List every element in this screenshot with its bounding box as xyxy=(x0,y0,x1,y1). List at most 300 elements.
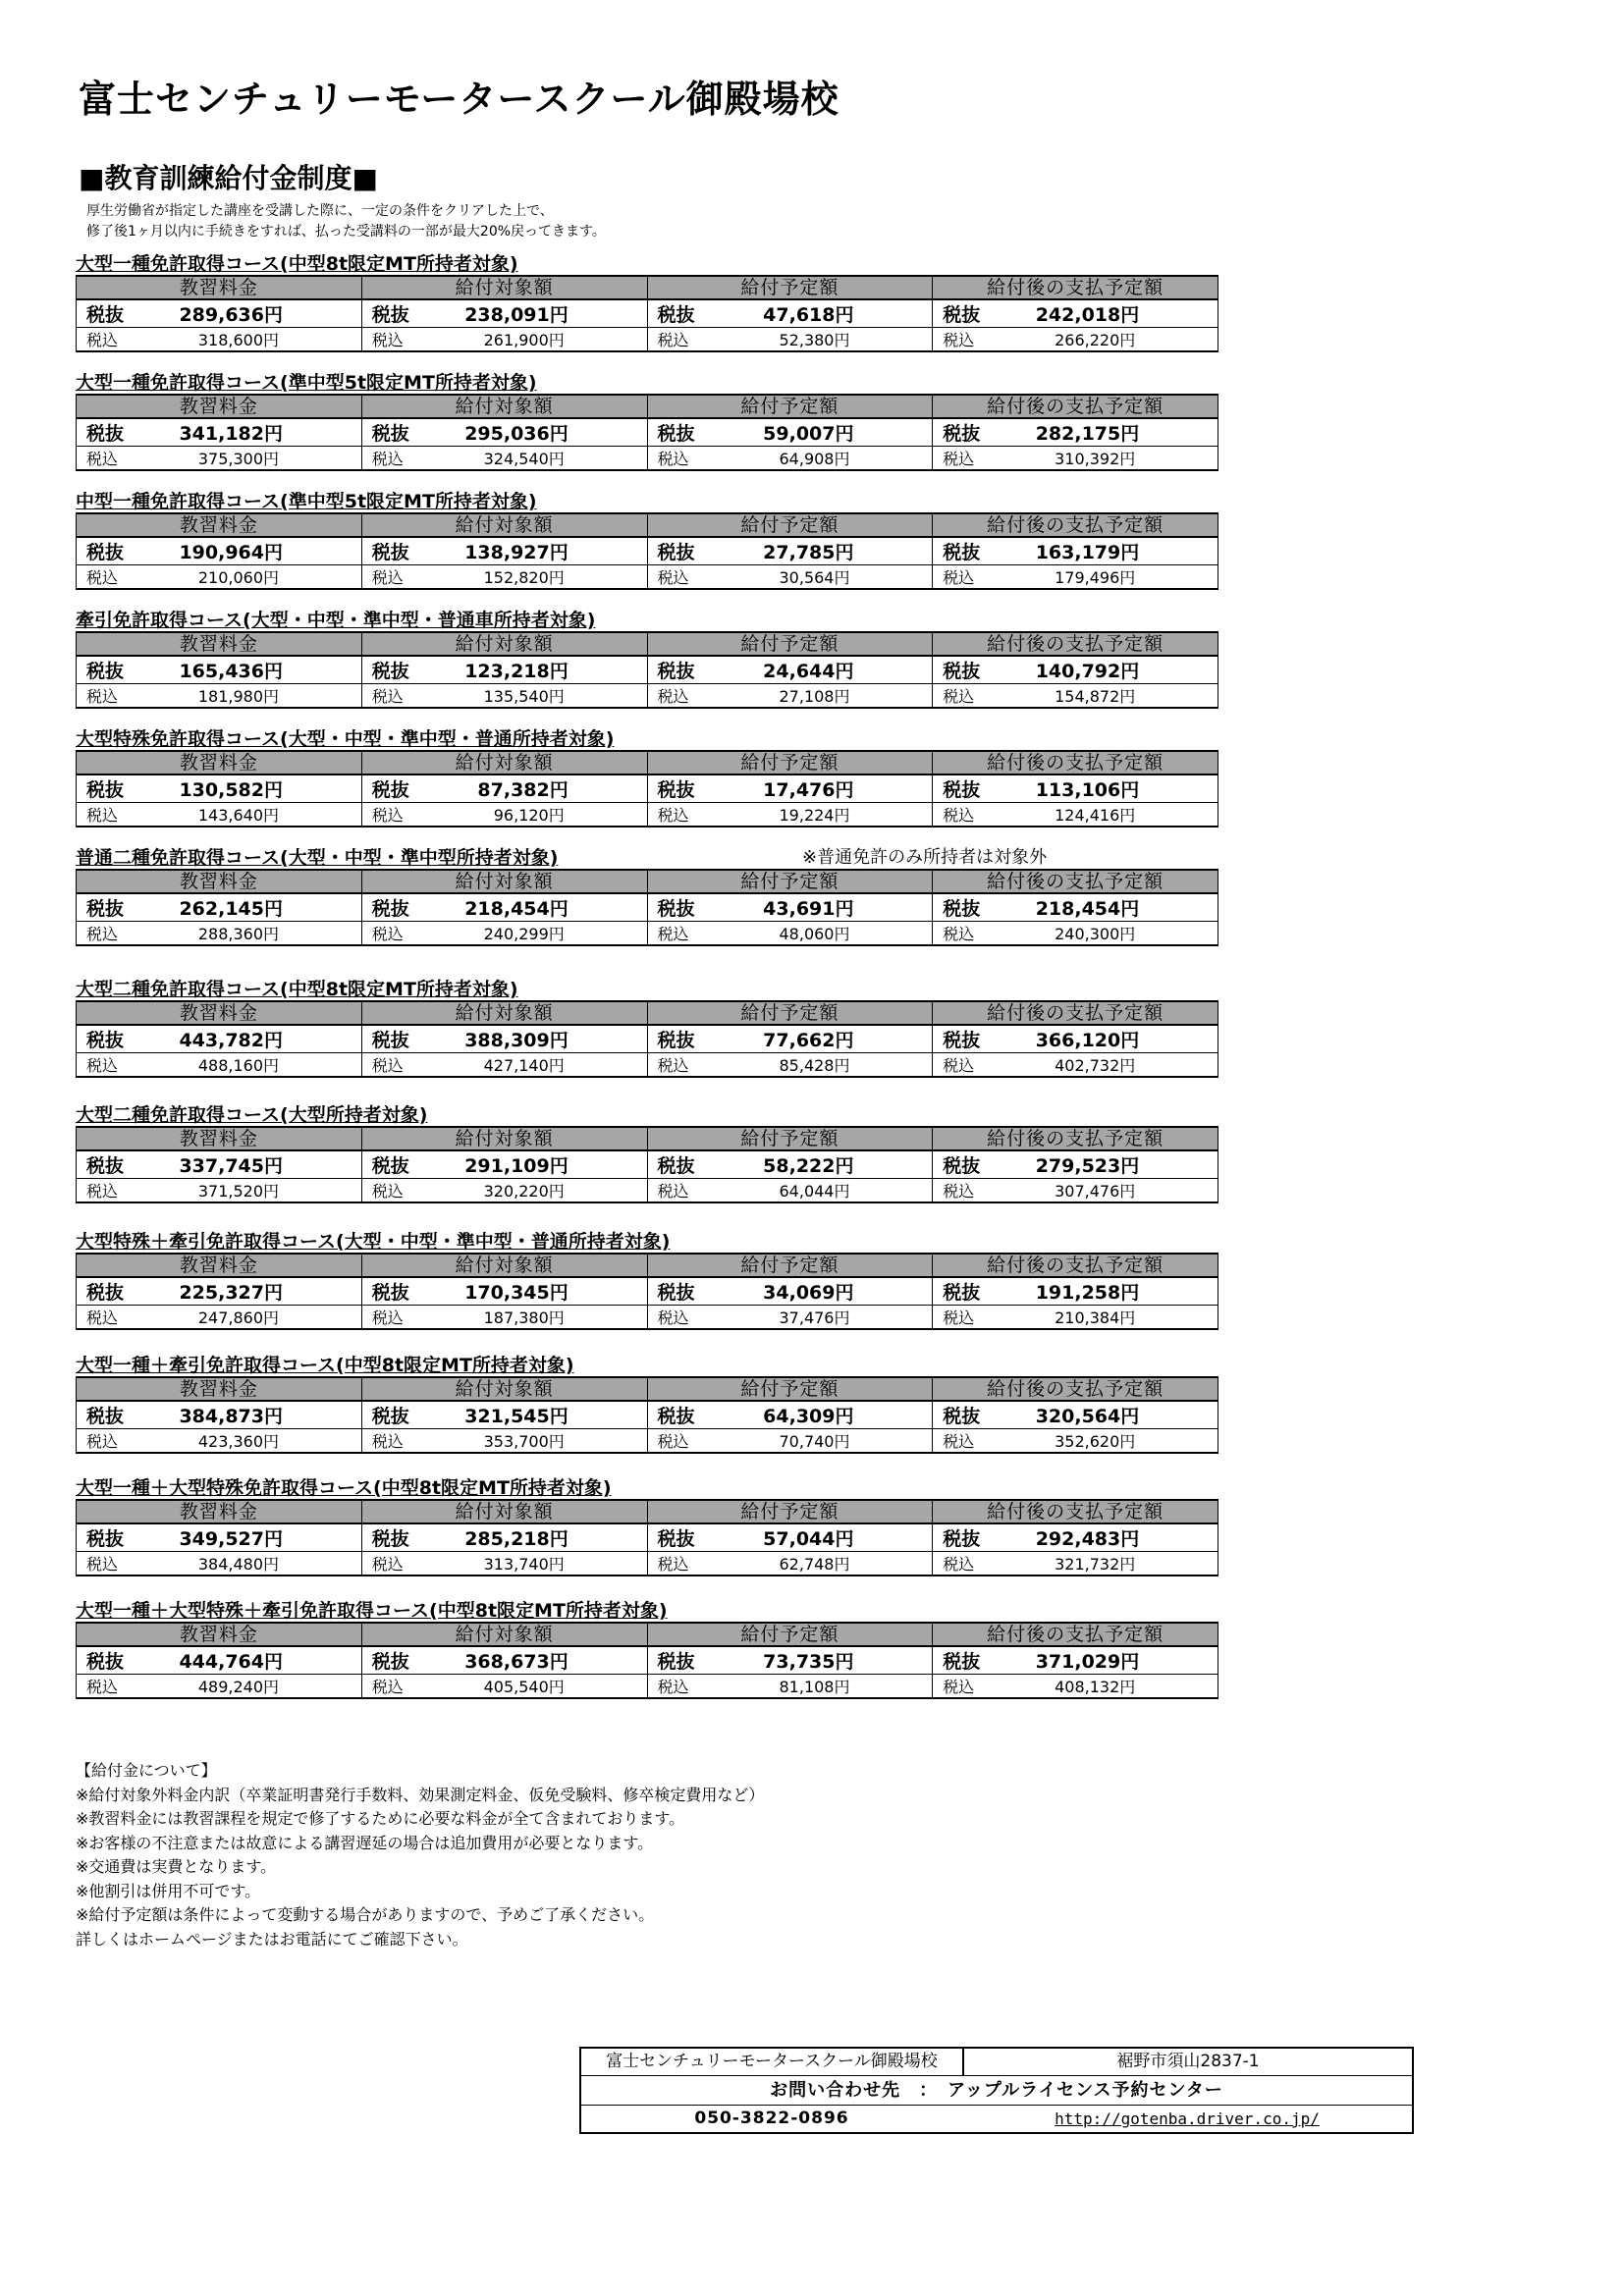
note-line: 詳しくはホームページまたはお電話にてご確認下さい。 xyxy=(76,1929,468,1949)
row-label: 税抜 xyxy=(657,779,695,801)
column-header: 給付後の支払予定額 xyxy=(933,1001,1218,1025)
price-value: 210,060円 xyxy=(197,568,279,587)
row-label: 税抜 xyxy=(86,304,125,326)
table-row xyxy=(77,1025,1218,1053)
row-label: 税込 xyxy=(657,1678,689,1696)
row-label: 税抜 xyxy=(371,1406,409,1427)
note-line: ※交通費は実費となります。 xyxy=(76,1857,277,1876)
column-header: 給付後の支払予定額 xyxy=(933,513,1218,537)
price-value: 427,140円 xyxy=(483,1056,565,1075)
price-value: 282,175円 xyxy=(1035,423,1140,445)
footer-url-link[interactable]: http://gotenba.driver.co.jp/ xyxy=(1055,2109,1320,2128)
row-label: 税抜 xyxy=(371,542,409,563)
column-header: 給付対象額 xyxy=(361,751,647,774)
row-label: 税抜 xyxy=(943,423,981,445)
course-block xyxy=(76,1355,1218,1454)
price-value: 444,764円 xyxy=(179,1651,283,1673)
price-value: 123,218円 xyxy=(464,661,568,682)
row-label: 税抜 xyxy=(657,1406,695,1427)
price-value: 96,120円 xyxy=(493,806,565,825)
price-value: 165,436円 xyxy=(179,661,283,682)
fee-table xyxy=(76,631,1218,709)
row-label: 税抜 xyxy=(86,1528,125,1550)
row-label: 税抜 xyxy=(371,423,409,445)
table-row xyxy=(77,893,1218,922)
row-label: 税抜 xyxy=(943,1030,981,1051)
table-row xyxy=(77,418,1218,447)
price-value: 34,069円 xyxy=(763,1282,854,1304)
price-value: 288,360円 xyxy=(197,925,279,943)
row-label: 税抜 xyxy=(86,423,125,445)
price-value: 371,520円 xyxy=(197,1182,279,1201)
row-label: 税込 xyxy=(86,331,119,349)
row-label: 税込 xyxy=(943,450,975,468)
price-value: 408,132円 xyxy=(1055,1678,1136,1696)
row-label: 税込 xyxy=(943,331,975,349)
price-value: 488,160円 xyxy=(197,1056,279,1075)
row-label: 税込 xyxy=(86,806,119,825)
course-title: 普通二種免許取得コース(大型・中型・準中型所持者対象) xyxy=(76,847,559,869)
course-title: 大型特殊＋牽引免許取得コース(大型・中型・準中型・普通所持者対象) xyxy=(76,1231,671,1253)
price-value: 163,179円 xyxy=(1035,542,1140,563)
table-row xyxy=(77,684,1218,709)
row-label: 税抜 xyxy=(371,898,409,920)
row-label: 税抜 xyxy=(943,304,981,326)
price-value: 37,476円 xyxy=(779,1308,850,1327)
price-value: 152,820円 xyxy=(483,568,565,587)
fee-table xyxy=(76,394,1218,471)
price-value: 295,036円 xyxy=(464,423,568,445)
price-value: 238,091円 xyxy=(464,304,568,326)
row-label: 税抜 xyxy=(86,1651,125,1673)
column-header: 給付後の支払予定額 xyxy=(933,1254,1218,1277)
price-value: 341,182円 xyxy=(179,423,283,445)
fee-table xyxy=(76,512,1218,590)
fee-table xyxy=(76,1499,1218,1576)
table-row xyxy=(77,1523,1218,1552)
row-label: 税込 xyxy=(943,568,975,587)
row-label: 税抜 xyxy=(371,1528,409,1550)
price-value: 187,380円 xyxy=(483,1308,565,1327)
row-label: 税込 xyxy=(86,1056,119,1075)
row-label: 税込 xyxy=(657,1056,689,1075)
course-title: 大型一種免許取得コース(準中型5t限定MT所持者対象) xyxy=(76,372,537,394)
price-value: 24,644円 xyxy=(763,661,854,682)
table-row xyxy=(77,774,1218,803)
price-value: 43,691円 xyxy=(763,898,854,920)
table-row xyxy=(77,328,1218,352)
course-title: 大型一種＋大型特殊＋牽引免許取得コース(中型8t限定MT所持者対象) xyxy=(76,1600,668,1622)
column-header: 給付後の支払予定額 xyxy=(933,751,1218,774)
table-row xyxy=(77,447,1218,471)
table-row xyxy=(77,1401,1218,1429)
column-header: 給付予定額 xyxy=(647,870,933,893)
row-label: 税込 xyxy=(657,331,689,349)
row-label: 税抜 xyxy=(943,1155,981,1177)
course-block xyxy=(76,610,1218,709)
fee-table xyxy=(76,869,1218,946)
column-header: 給付予定額 xyxy=(647,513,933,537)
price-value: 443,782円 xyxy=(179,1030,283,1051)
row-label: 税抜 xyxy=(943,1651,981,1673)
course-title: 大型二種免許取得コース(大型所持者対象) xyxy=(76,1104,428,1126)
price-value: 320,220円 xyxy=(483,1182,565,1201)
price-value: 489,240円 xyxy=(197,1678,279,1696)
table-row xyxy=(77,537,1218,565)
price-value: 384,480円 xyxy=(197,1555,279,1574)
fee-table xyxy=(76,275,1218,352)
row-label: 税抜 xyxy=(657,1528,695,1550)
column-header: 教習料金 xyxy=(77,1001,362,1025)
price-value: 353,700円 xyxy=(483,1432,565,1451)
row-label: 税込 xyxy=(943,1432,975,1451)
price-value: 140,792円 xyxy=(1035,661,1140,682)
row-label: 税抜 xyxy=(657,1651,695,1673)
price-value: 85,428円 xyxy=(779,1056,850,1075)
row-label: 税抜 xyxy=(943,898,981,920)
row-label: 税抜 xyxy=(371,779,409,801)
table-row xyxy=(77,1179,1218,1203)
price-value: 170,345円 xyxy=(464,1282,568,1304)
price-value: 113,106円 xyxy=(1035,779,1140,801)
row-label: 税込 xyxy=(371,568,404,587)
row-label: 税抜 xyxy=(86,1030,125,1051)
column-header: 給付後の支払予定額 xyxy=(933,870,1218,893)
column-header: 給付予定額 xyxy=(647,1127,933,1150)
column-header: 給付予定額 xyxy=(647,632,933,656)
row-label: 税抜 xyxy=(657,898,695,920)
row-label: 税込 xyxy=(371,1432,404,1451)
column-header: 教習料金 xyxy=(77,513,362,537)
price-value: 352,620円 xyxy=(1055,1432,1136,1451)
price-value: 190,964円 xyxy=(179,542,283,563)
table-row xyxy=(77,1053,1218,1078)
price-value: 225,327円 xyxy=(179,1282,283,1304)
intro-text xyxy=(86,201,606,242)
price-value: 210,384円 xyxy=(1055,1308,1136,1327)
price-value: 59,007円 xyxy=(763,423,854,445)
column-header: 給付対象額 xyxy=(361,1254,647,1277)
course-block xyxy=(76,728,1218,828)
course-block xyxy=(76,1600,1218,1699)
row-label: 税込 xyxy=(943,1308,975,1327)
course-title: 大型一種免許取得コース(中型8t限定MT所持者対象) xyxy=(76,253,518,275)
row-label: 税込 xyxy=(371,1555,404,1574)
price-value: 47,618円 xyxy=(763,304,854,326)
price-value: 27,785円 xyxy=(763,542,854,563)
row-label: 税抜 xyxy=(371,661,409,682)
row-label: 税抜 xyxy=(371,1282,409,1304)
price-value: 135,540円 xyxy=(483,687,565,706)
price-value: 154,872円 xyxy=(1055,687,1136,706)
price-value: 73,735円 xyxy=(763,1651,854,1673)
price-value: 307,476円 xyxy=(1055,1182,1136,1201)
price-value: 262,145円 xyxy=(179,898,283,920)
row-label: 税抜 xyxy=(943,1528,981,1550)
column-header: 給付予定額 xyxy=(647,751,933,774)
row-label: 税込 xyxy=(371,1678,404,1696)
column-header: 給付予定額 xyxy=(647,1001,933,1025)
course-title: 大型二種免許取得コース(中型8t限定MT所持者対象) xyxy=(76,979,518,1000)
row-label: 税込 xyxy=(371,925,404,943)
row-label: 税抜 xyxy=(657,304,695,326)
price-value: 289,636円 xyxy=(179,304,283,326)
row-label: 税込 xyxy=(86,687,119,706)
row-label: 税抜 xyxy=(657,1155,695,1177)
price-value: 52,380円 xyxy=(779,331,850,349)
price-value: 87,382円 xyxy=(477,779,568,801)
row-label: 税込 xyxy=(657,1555,689,1574)
row-label: 税込 xyxy=(371,806,404,825)
column-header: 教習料金 xyxy=(77,1127,362,1150)
intro-line: 修了後1ヶ月以内に手続きをすれば、払った受講料の一部が最大20%戻ってきます。 xyxy=(86,224,606,240)
row-label: 税込 xyxy=(657,687,689,706)
row-label: 税抜 xyxy=(943,779,981,801)
row-label: 税込 xyxy=(371,1056,404,1075)
row-label: 税込 xyxy=(86,1182,119,1201)
column-header: 給付予定額 xyxy=(647,1254,933,1277)
column-header: 教習料金 xyxy=(77,870,362,893)
price-value: 143,640円 xyxy=(197,806,279,825)
row-label: 税抜 xyxy=(943,1406,981,1427)
row-label: 税込 xyxy=(371,450,404,468)
price-value: 130,582円 xyxy=(179,779,283,801)
row-label: 税込 xyxy=(943,1056,975,1075)
table-row xyxy=(77,1150,1218,1179)
row-label: 税抜 xyxy=(86,1155,125,1177)
price-value: 366,120円 xyxy=(1035,1030,1140,1051)
price-value: 58,222円 xyxy=(763,1155,854,1177)
price-value: 138,927円 xyxy=(464,542,568,563)
price-value: 313,740円 xyxy=(483,1555,565,1574)
row-label: 税込 xyxy=(943,925,975,943)
column-header: 教習料金 xyxy=(77,1377,362,1401)
price-value: 368,673円 xyxy=(464,1651,568,1673)
column-header: 給付対象額 xyxy=(361,513,647,537)
row-label: 税抜 xyxy=(371,1030,409,1051)
row-label: 税抜 xyxy=(371,1155,409,1177)
footer-contact: お問い合わせ先 ： アップルライセンス予約センター xyxy=(770,2080,1223,2101)
row-label: 税抜 xyxy=(943,661,981,682)
note-line: ※お客様の不注意または故意による講習遅延の場合は追加費用が必要となります。 xyxy=(76,1833,654,1852)
price-value: 247,860円 xyxy=(197,1308,279,1327)
price-value: 405,540円 xyxy=(483,1678,565,1696)
column-header: 給付予定額 xyxy=(647,1500,933,1523)
page-title: 富士センチュリーモータースクール御殿場校 xyxy=(79,78,839,121)
price-value: 375,300円 xyxy=(197,450,279,468)
fee-table xyxy=(76,1126,1218,1203)
fee-table xyxy=(76,1376,1218,1454)
row-label: 税込 xyxy=(657,925,689,943)
column-header: 給付予定額 xyxy=(647,395,933,418)
row-label: 税抜 xyxy=(86,779,125,801)
row-label: 税込 xyxy=(86,568,119,587)
price-value: 261,900円 xyxy=(483,331,565,349)
course-block xyxy=(76,1104,1218,1203)
price-value: 320,564円 xyxy=(1035,1406,1140,1427)
row-label: 税込 xyxy=(371,1182,404,1201)
column-header: 給付後の支払予定額 xyxy=(933,276,1218,299)
column-header: 給付対象額 xyxy=(361,870,647,893)
table-row xyxy=(77,1675,1218,1699)
price-value: 337,745円 xyxy=(179,1155,283,1177)
course-block xyxy=(76,491,1218,590)
course-title: 大型特殊免許取得コース(大型・中型・準中型・普通所持者対象) xyxy=(76,728,615,750)
table-row xyxy=(77,803,1218,828)
table-row xyxy=(77,1429,1218,1454)
course-title: 牽引免許取得コース(大型・中型・準中型・普通車所持者対象) xyxy=(76,610,596,631)
row-label: 税抜 xyxy=(657,1030,695,1051)
fee-table xyxy=(76,1000,1218,1078)
column-header: 給付対象額 xyxy=(361,1127,647,1150)
fee-table xyxy=(76,1622,1218,1699)
note-line: ※給付対象外料金内訳（卒業証明書発行手数料、効果測定料金、仮免受験料、修卒検定費用など） xyxy=(76,1785,765,1804)
row-label: 税抜 xyxy=(657,542,695,563)
price-value: 285,218円 xyxy=(464,1528,568,1550)
table-row xyxy=(77,1646,1218,1675)
row-label: 税抜 xyxy=(943,1282,981,1304)
price-value: 64,908円 xyxy=(779,450,850,468)
price-value: 324,540円 xyxy=(483,450,565,468)
row-label: 税抜 xyxy=(86,661,125,682)
note-line: ※教習料金には教習課程を規定で修了するために必要な料金が全て含まれております。 xyxy=(76,1809,685,1828)
row-label: 税抜 xyxy=(657,661,695,682)
price-value: 218,454円 xyxy=(1035,898,1140,920)
row-label: 税込 xyxy=(657,1182,689,1201)
course-block xyxy=(76,1231,1218,1330)
column-header: 給付対象額 xyxy=(361,1623,647,1646)
column-header: 給付後の支払予定額 xyxy=(933,395,1218,418)
fee-table xyxy=(76,1253,1218,1330)
notes-heading: 【給付金について】 xyxy=(76,1761,217,1780)
price-value: 27,108円 xyxy=(779,687,850,706)
row-label: 税込 xyxy=(371,687,404,706)
column-header: 給付対象額 xyxy=(361,1001,647,1025)
row-label: 税込 xyxy=(943,687,975,706)
column-header: 教習料金 xyxy=(77,1254,362,1277)
column-header: 給付対象額 xyxy=(361,1500,647,1523)
row-label: 税抜 xyxy=(86,1282,125,1304)
price-value: 388,309円 xyxy=(464,1030,568,1051)
price-value: 240,299円 xyxy=(483,925,565,943)
table-row xyxy=(77,922,1218,946)
price-value: 57,044円 xyxy=(763,1528,854,1550)
row-label: 税抜 xyxy=(86,542,125,563)
price-value: 64,044円 xyxy=(779,1182,850,1201)
price-value: 240,300円 xyxy=(1055,925,1136,943)
row-label: 税込 xyxy=(657,1432,689,1451)
note-line: ※他割引は併用不可です。 xyxy=(76,1881,261,1900)
row-label: 税抜 xyxy=(371,304,409,326)
price-value: 310,392円 xyxy=(1055,450,1136,468)
price-value: 179,496円 xyxy=(1055,568,1136,587)
row-label: 税込 xyxy=(943,1182,975,1201)
price-value: 321,732円 xyxy=(1055,1555,1136,1574)
contact-box xyxy=(579,2047,1414,2134)
footer-phone[interactable]: 050-3822-0896 xyxy=(694,2109,849,2128)
price-value: 321,545円 xyxy=(464,1406,568,1427)
column-header: 給付後の支払予定額 xyxy=(933,1377,1218,1401)
price-value: 384,873円 xyxy=(179,1406,283,1427)
course-block xyxy=(76,979,1218,1078)
intro-line: 厚生労働省が指定した講座を受講した際に、一定の条件をクリアした上で、 xyxy=(86,203,554,219)
column-header: 給付対象額 xyxy=(361,395,647,418)
column-header: 教習料金 xyxy=(77,632,362,656)
price-value: 81,108円 xyxy=(779,1678,850,1696)
price-value: 266,220円 xyxy=(1055,331,1136,349)
column-header: 教習料金 xyxy=(77,395,362,418)
price-value: 423,360円 xyxy=(197,1432,279,1451)
column-header: 給付後の支払予定額 xyxy=(933,632,1218,656)
row-label: 税込 xyxy=(86,1432,119,1451)
column-header: 教習料金 xyxy=(77,276,362,299)
column-header: 給付後の支払予定額 xyxy=(933,1127,1218,1150)
price-value: 77,662円 xyxy=(763,1030,854,1051)
section-title: ■教育訓練給付金制度■ xyxy=(79,162,378,194)
row-label: 税込 xyxy=(371,331,404,349)
column-header: 給付予定額 xyxy=(647,276,933,299)
row-label: 税込 xyxy=(657,568,689,587)
table-row xyxy=(77,1306,1218,1330)
price-value: 191,258円 xyxy=(1035,1282,1140,1304)
column-header: 給付対象額 xyxy=(361,632,647,656)
price-value: 181,980円 xyxy=(197,687,279,706)
row-label: 税抜 xyxy=(86,1406,125,1427)
row-label: 税込 xyxy=(86,450,119,468)
column-header: 給付対象額 xyxy=(361,276,647,299)
column-header: 給付予定額 xyxy=(647,1377,933,1401)
price-value: 124,416円 xyxy=(1055,806,1136,825)
row-label: 税込 xyxy=(657,1308,689,1327)
row-label: 税込 xyxy=(943,806,975,825)
course-block xyxy=(76,372,1218,471)
price-value: 279,523円 xyxy=(1035,1155,1140,1177)
price-value: 292,483円 xyxy=(1035,1528,1140,1550)
footer-school-name: 富士センチュリーモータースクール御殿場校 xyxy=(581,2049,964,2075)
row-label: 税込 xyxy=(943,1678,975,1696)
course-note: ※普通免許のみ所持者は対象外 xyxy=(802,847,1048,868)
price-value: 218,454円 xyxy=(464,898,568,920)
price-value: 402,732円 xyxy=(1055,1056,1136,1075)
price-value: 349,527円 xyxy=(179,1528,283,1550)
price-value: 318,600円 xyxy=(197,331,279,349)
price-value: 30,564円 xyxy=(779,568,850,587)
column-header: 給付対象額 xyxy=(361,1377,647,1401)
course-title: 大型一種＋大型特殊免許取得コース(中型8t限定MT所持者対象) xyxy=(76,1477,612,1499)
row-label: 税抜 xyxy=(657,1282,695,1304)
course-title: 大型一種＋牽引免許取得コース(中型8t限定MT所持者対象) xyxy=(76,1355,574,1376)
row-label: 税込 xyxy=(657,806,689,825)
row-label: 税抜 xyxy=(86,898,125,920)
course-block xyxy=(76,253,1218,352)
price-value: 48,060円 xyxy=(779,925,850,943)
price-value: 62,748円 xyxy=(779,1555,850,1574)
table-row xyxy=(77,565,1218,590)
table-row xyxy=(77,656,1218,684)
column-header: 給付後の支払予定額 xyxy=(933,1500,1218,1523)
row-label: 税抜 xyxy=(657,423,695,445)
column-header: 教習料金 xyxy=(77,1623,362,1646)
course-title: 中型一種免許取得コース(準中型5t限定MT所持者対象) xyxy=(76,491,537,512)
price-value: 17,476円 xyxy=(763,779,854,801)
price-value: 371,029円 xyxy=(1035,1651,1140,1673)
price-value: 242,018円 xyxy=(1035,304,1140,326)
course-block xyxy=(76,1477,1218,1576)
table-row xyxy=(77,1277,1218,1306)
price-value: 64,309円 xyxy=(763,1406,854,1427)
price-value: 291,109円 xyxy=(464,1155,568,1177)
table-row xyxy=(77,1552,1218,1576)
